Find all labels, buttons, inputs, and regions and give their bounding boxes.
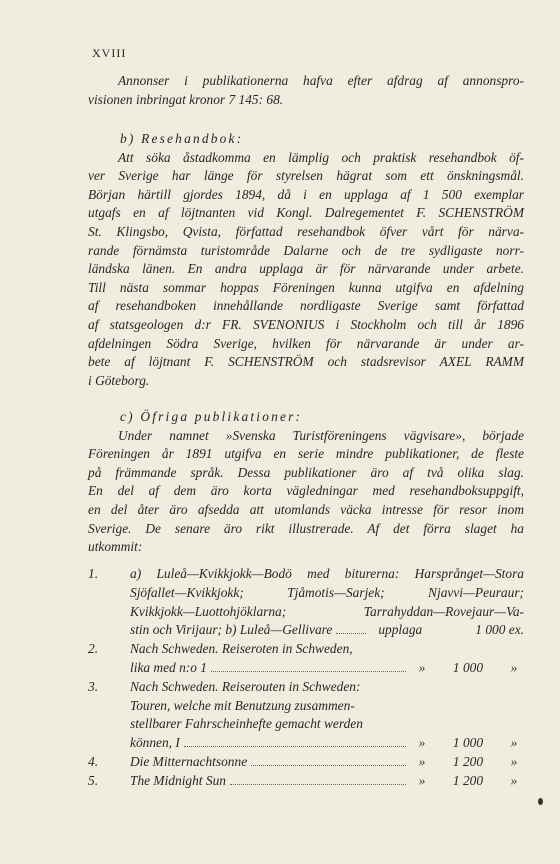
item-line: Sjöfallet—Kvikkjokk; Tjåmotis—Sarjek; Njavvi—Peuraur; [130,584,524,600]
item-line: stellbarer Fahrscheinhefte gemacht werden [130,716,363,732]
item-number: 1. [88,566,99,581]
ditto-mark: » [418,753,426,769]
edition-quantity: 1 000 [452,735,484,751]
text-line: En del af dem äro korta vägledningar med resehandboksuppgift, [88,483,524,499]
list-item [88,565,524,640]
item-number: 3. [88,678,99,694]
item-line: Kvikkjokk—Luottohjöklarna; Tarrahyddan—Rovejaur—Va- [130,603,524,619]
text-line: Under namnet »Svenska Turistföreningens vägvisare», började [118,427,524,443]
text-line: Att söka åstadkomma en lämplig och praktisk resehandbok öf- [118,149,524,165]
text-line: på främmande språk. Dessa publikationer äro af två olika slag. [88,464,524,480]
item-number: 4. [88,753,99,769]
ofriga-section [88,402,524,557]
ditto-mark: » [510,772,518,788]
edition-label: upplaga [378,622,423,638]
item-title: können, I [130,735,180,751]
text-line: visionen inbringat kronor 7 145: 68. [88,91,284,107]
text-line: bete af löjtnant F. SCHENSTRÖM och stadsrevisor AXEL RAMM [88,354,524,370]
resehandbok-section [88,124,524,390]
item-title: Die Mitternachtsonne [130,753,248,769]
edition-quantity: 1 200 [452,772,484,788]
item-number: 5. [88,772,99,788]
item-title: lika med n:o 1 [130,659,207,675]
item-last-line [130,734,524,753]
dot-leader [211,671,406,672]
item-number: 2. [88,641,99,657]
text-line: af statsgeologen d:r FR. SVENONIUS i Stockholm och till år 1896 [88,316,524,332]
text-line: utgafs en af löjtnanten vid Kongl. Dalregementet F. SCHENSTRÖM [88,205,524,221]
list-item [88,678,524,753]
dot-leader [336,633,366,634]
annonser-paragraph [88,72,524,109]
text-line: ver Sverige har länge för styrelsen hägrat som ett önskningsmål. [88,168,524,184]
list-item [88,772,524,791]
dot-leader [184,746,406,747]
text-line: Sverige. De senare äro rikt illustrerade. Af det förra slaget ha [88,520,524,536]
list-item [88,753,524,772]
section-heading-resehandbok: b) Resehandbok: [120,131,244,146]
section-heading-ofriga: c) Öfriga publikationer: [120,409,303,424]
item-last-line [130,621,524,640]
text-line: Föreningen år 1891 utgifva en serie mindre publikationer, de fleste [88,446,524,462]
item-line: Nach Schweden. Reiseroten in Schweden, [130,641,353,657]
text-line: rande förnämsta turistområde Dalarne och de tre sydligaste norr- [88,242,524,258]
text-line: Till nästa sommar hoppas Föreningen kunna utgifva en afdelning [88,279,524,295]
ink-speck [538,798,543,805]
item-last-line [130,753,524,772]
item-line: Touren, welche mit Benutzung zusammen- [130,697,355,713]
text-line: ländska länen. En andra upplaga är för närvarande under arbete. [88,261,524,277]
edition-quantity: 1 200 [452,753,484,769]
page-number: XVIII [92,46,127,60]
ditto-mark: » [418,659,426,675]
text-line: afdelningen Södra Sverige, hvilken för närvarande är under ar- [88,335,524,351]
publication-list [88,565,524,791]
ditto-mark: » [510,753,518,769]
ditto-mark: » [510,659,518,675]
item-last-line [130,772,524,791]
item-line: Nach Schweden. Reiserouten in Schweden: [130,678,361,694]
text-line: utkommit: [88,539,143,555]
edition-quantity: 1 000 [452,659,484,675]
item-title: stin och Virijaur; b) Luleå—Gellivare [130,622,333,638]
ditto-mark: » [418,772,426,788]
text-line: St. Klingsbo, Qvista, författad resehandbok öfver vårt för närva- [88,223,524,239]
dot-leader [230,784,406,785]
text-line: Annonser i publikationerna hafva efter afdrag af annonspro- [118,73,524,88]
item-line: a) Luleå—Kvikkjokk—Bodö med biturerna: Harsprånget—Stora [130,566,524,581]
text-line: en del åter äro afsedda att utomlands väcka intresse för resor inom [88,501,524,517]
text-line: af resehandboken innehållande nordligaste Sverige samt författad [88,298,524,314]
ditto-mark: » [510,735,518,751]
list-item [88,640,524,678]
text-line: Början härtill gjordes 1894, då i en upplaga af 1 500 exemplar [88,186,524,202]
item-title: The Midnight Sun [130,772,226,788]
text-line: i Göteborg. [88,372,150,388]
item-last-line [130,659,524,678]
edition-quantity: 1 000 ex. [475,622,524,638]
dot-leader [251,765,406,766]
ditto-mark: » [418,735,426,751]
